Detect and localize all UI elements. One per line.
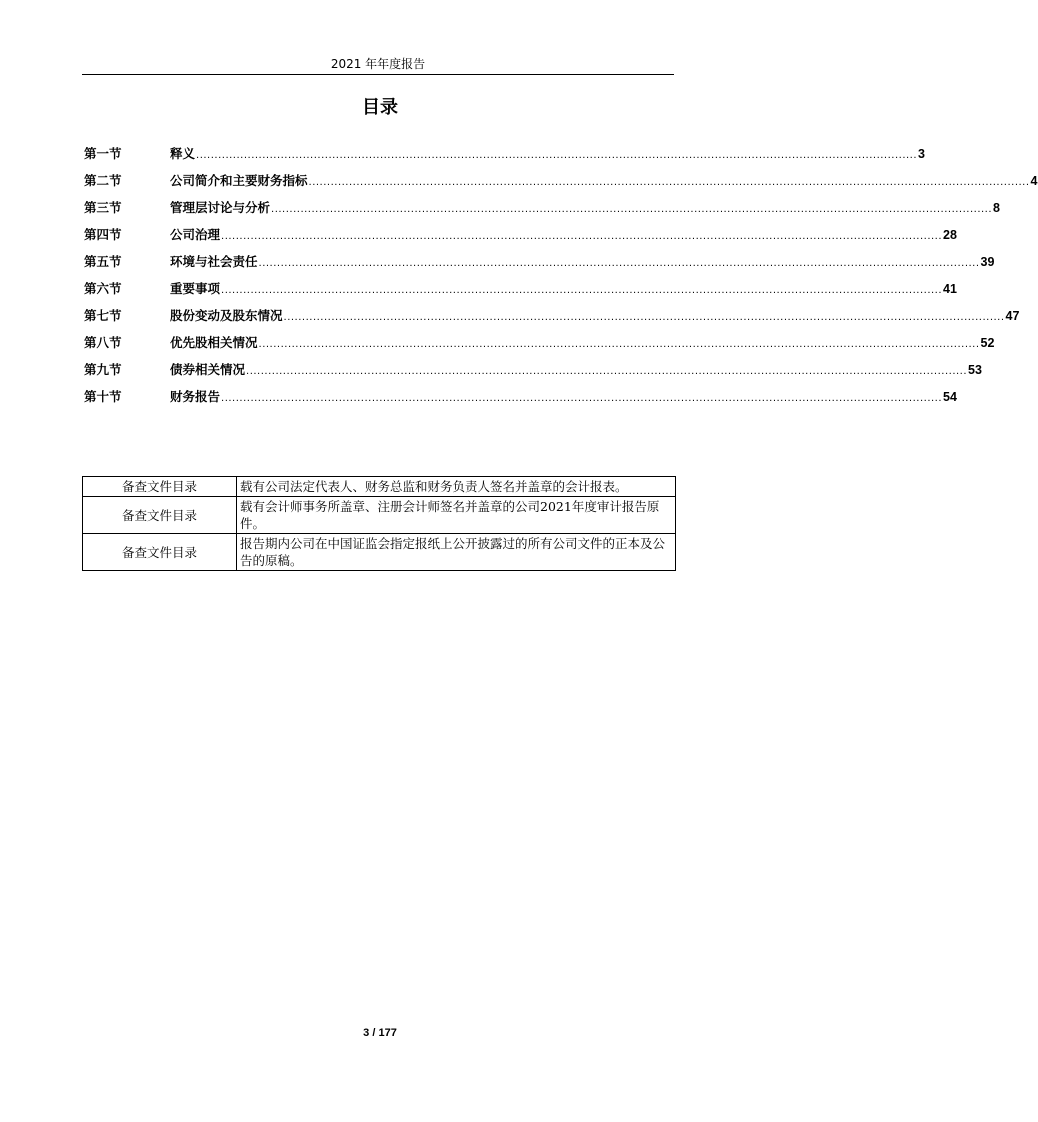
page-number-footer: 3 / 177 [363, 1027, 397, 1039]
toc-page-number: 41 [943, 282, 957, 296]
table-row [83, 534, 676, 571]
toc-entry[interactable] [84, 360, 982, 387]
reference-content: 载有会计师事务所盖章、注册会计师签名并盖章的公司2021年度审计报告原件。 [237, 497, 676, 534]
header-divider [82, 74, 674, 75]
toc-section-number: 第五节 [84, 254, 122, 269]
toc-entry[interactable] [84, 387, 957, 414]
toc-leader-dots: .................................................................................................................................................................................................... [283, 312, 1005, 323]
toc-entry[interactable] [84, 171, 1038, 198]
toc-page-number: 52 [980, 336, 995, 350]
toc-page-number: 47 [1005, 309, 1020, 323]
toc-section-title: 释义 [170, 146, 196, 161]
toc-section-number: 第二节 [84, 173, 122, 188]
page-title: 目录 [362, 97, 398, 118]
toc-section-title: 债券相关情况 [170, 362, 246, 377]
toc-page-number: 8 [993, 201, 1000, 215]
reference-content: 报告期内公司在中国证监会指定报纸上公开披露过的所有公司文件的正本及公告的原稿。 [237, 534, 676, 571]
toc-leader-dots: .................................................................................................................................................................................................... [271, 204, 993, 215]
toc-leader-dots: .................................................................................................................................................................................................... [258, 258, 980, 269]
toc-section-number: 第六节 [84, 281, 122, 296]
toc-page-number: 28 [943, 228, 957, 242]
toc-entry[interactable] [84, 225, 957, 252]
table-row [83, 477, 676, 497]
toc-section-number: 第八节 [84, 335, 122, 350]
table-row [83, 497, 676, 534]
toc-entry[interactable] [84, 333, 995, 360]
running-header: 2021 年年度报告 [330, 57, 426, 71]
toc-section-title: 重要事项 [170, 281, 221, 296]
reference-content: 载有公司法定代表人、财务总监和财务负责人签名并盖章的会计报表。 [237, 477, 676, 497]
toc-leader-dots: .................................................................................................................................................................................................... [221, 231, 943, 242]
toc-page-number: 54 [943, 390, 957, 404]
reference-label: 备查文件目录 [83, 534, 237, 571]
toc-section-title: 财务报告 [170, 389, 221, 404]
reference-label: 备查文件目录 [83, 497, 237, 534]
toc-section-number: 第三节 [84, 200, 122, 215]
toc-leader-dots: .................................................................................................................................................................................................... [258, 339, 980, 350]
toc-page-number: 4 [1030, 174, 1038, 188]
toc-section-number: 第一节 [84, 146, 122, 161]
toc-section-title: 优先股相关情况 [170, 335, 258, 350]
toc-section-number: 第九节 [84, 362, 122, 377]
toc-entry[interactable] [84, 306, 1020, 333]
reference-documents-table [82, 476, 676, 571]
toc-leader-dots: .................................................................................................................................................................................................... [221, 393, 943, 404]
toc-leader-dots: .................................................................................................................................................................................................... [196, 150, 918, 161]
table-of-contents [84, 144, 1038, 414]
toc-entry[interactable] [84, 252, 995, 279]
toc-section-title: 管理层讨论与分析 [170, 200, 271, 215]
toc-leader-dots: .................................................................................................................................................................................................... [246, 366, 968, 377]
toc-leader-dots: .................................................................................................................................................................................................... [221, 285, 943, 296]
toc-page-number: 53 [968, 363, 982, 377]
toc-section-title: 公司简介和主要财务指标 [170, 173, 308, 188]
toc-section-title: 股份变动及股东情况 [170, 308, 283, 323]
toc-entry[interactable] [84, 198, 1000, 225]
toc-section-title: 环境与社会责任 [170, 254, 258, 269]
toc-section-number: 第十节 [84, 389, 122, 404]
toc-page-number: 3 [918, 147, 925, 161]
toc-leader-dots: .................................................................................................................................................................................................... [308, 177, 1030, 188]
toc-page-number: 39 [980, 255, 995, 269]
reference-label: 备查文件目录 [83, 477, 237, 497]
toc-section-number: 第四节 [84, 227, 122, 242]
toc-entry[interactable] [84, 144, 925, 171]
toc-section-number: 第七节 [84, 308, 122, 323]
toc-entry[interactable] [84, 279, 957, 306]
toc-section-title: 公司治理 [170, 227, 221, 242]
